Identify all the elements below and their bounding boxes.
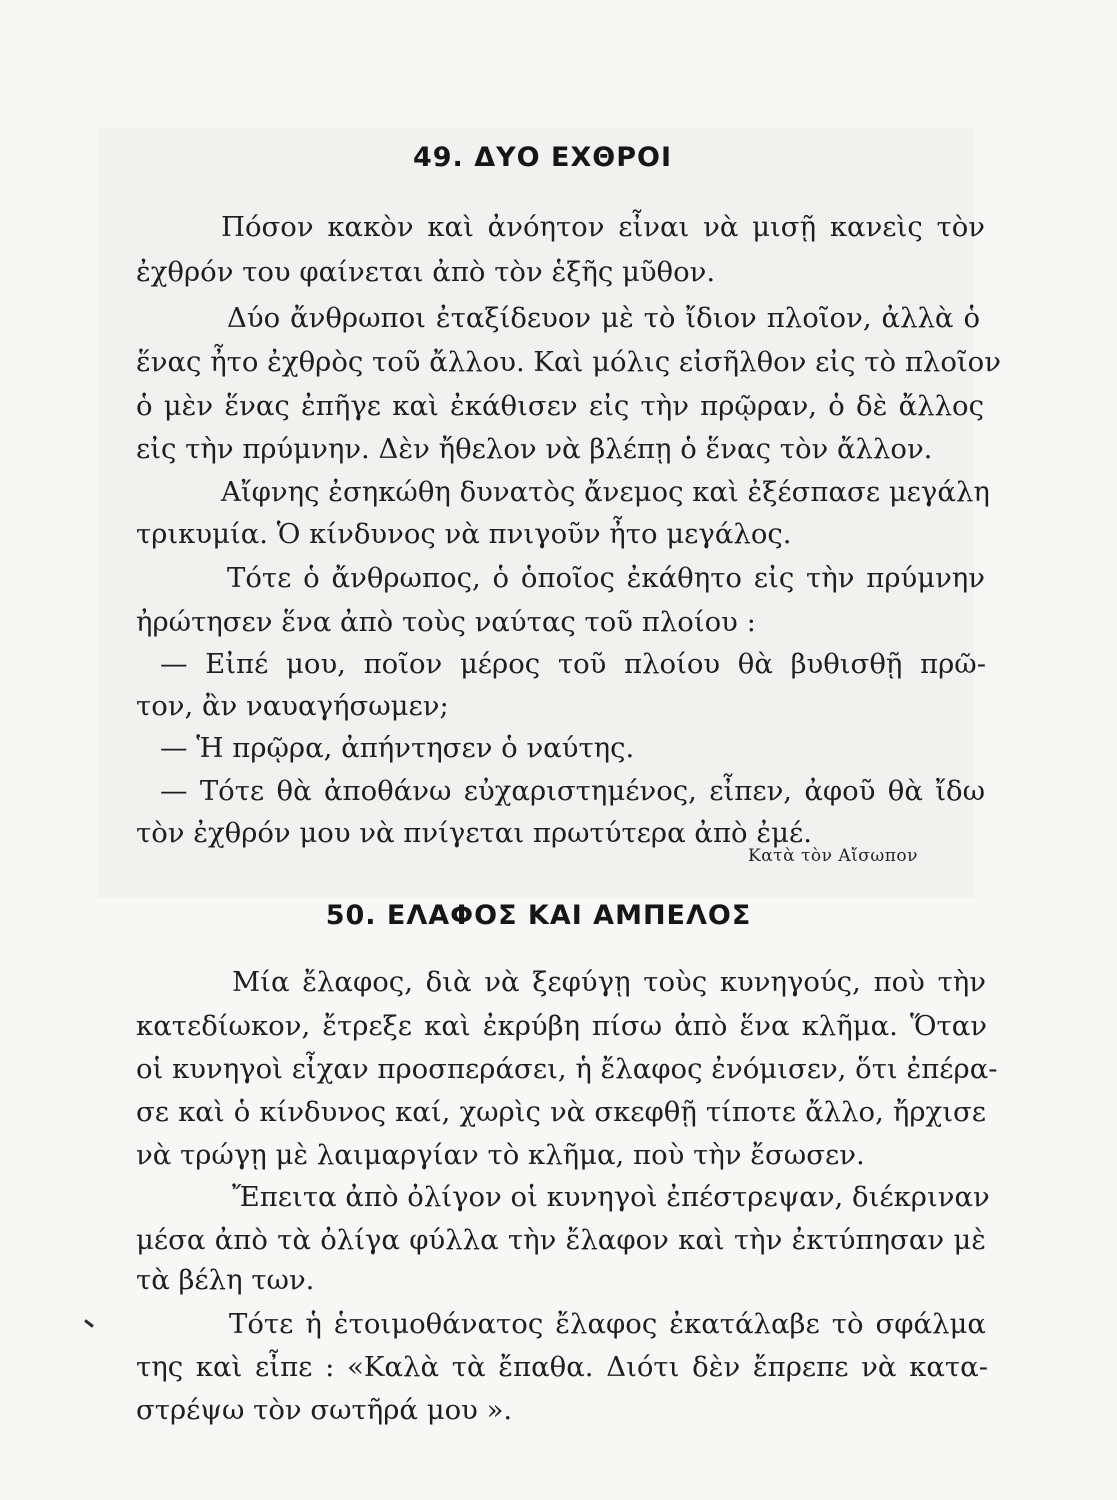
story1-line: ἠρώτησεν ἕνα ἀπὸ τοὺς ναύτας τοῦ πλοίου : bbox=[136, 606, 756, 638]
story1-line: — Ἡ πρῷρα, ἀπήντησεν ὁ ναύτης. bbox=[160, 732, 635, 764]
story2-line: σε καὶ ὁ κίνδυνος καί, χωρὶς νὰ σκεφθῇ τίποτε ἄλλο, ἤρχισε bbox=[136, 1096, 986, 1128]
story2-line: της καὶ εἶπε : «Καλὰ τὰ ἔπαθα. Διότι δὲν ἔπρεπε νὰ κατα- bbox=[136, 1351, 988, 1383]
story1-line: ὁ μὲν ἕνας ἐπῆγε καὶ ἐκάθισεν εἰς τὴν πρῷραν, ὁ δὲ ἄλλος bbox=[136, 390, 984, 422]
story2-line: μέσα ἀπὸ τὰ ὀλίγα φύλλα τὴν ἔλαφον καὶ τὴν ἐκτύπησαν μὲ bbox=[136, 1224, 986, 1256]
story2-line: Μία ἔλαφος, διὰ νὰ ξεφύγῃ τοὺς κυνηγούς, ποὺ τὴν bbox=[232, 966, 986, 998]
margin-pencil-mark bbox=[84, 1319, 94, 1328]
story1-line: εἰς τὴν πρύμνην. Δὲν ἤθελον νὰ βλέπῃ ὁ ἕνας τὸν ἄλλον. bbox=[136, 433, 933, 465]
story1-line: τρικυμία. Ὁ κίνδυνος νὰ πνιγοῦν ἦτο μεγάλος. bbox=[136, 518, 792, 550]
story2-line: κατεδίωκον, ἔτρεξε καὶ ἐκρύβη πίσω ἀπὸ ἕνα κλῆμα. Ὅταν bbox=[136, 1010, 987, 1042]
story1-line: — Εἰπέ μου, ποῖον μέρος τοῦ πλοίου θὰ βυθισθῇ πρῶ- bbox=[160, 648, 986, 680]
story1-line: ἕνας ἦτο ἐχθρὸς τοῦ ἄλλου. Καὶ μόλις εἰσῆλθον εἰς τὸ πλοῖον bbox=[136, 346, 1001, 378]
story2-line: οἱ κυνηγοὶ εἶχαν προσπεράσει, ἡ ἔλαφος ἐνόμισεν, ὅτι ἐπέρα- bbox=[136, 1053, 998, 1085]
story2-line: Ἔπειτα ἀπὸ ὀλίγον οἱ κυνηγοὶ ἐπέστρεψαν, διέκριναν bbox=[232, 1181, 990, 1213]
story1-line: Τότε ὁ ἄνθρωπος, ὁ ὁποῖος ἐκάθητο εἰς τὴν πρύμνην bbox=[227, 562, 985, 594]
story1-line: ἐχθρόν του φαίνεται ἀπὸ τὸν ἑξῆς μῦθον. bbox=[136, 256, 716, 288]
story-title-elafos-kai-ampelos: 50. ΕΛΑΦΟΣ ΚΑΙ ΑΜΠΕΛΟΣ bbox=[325, 900, 752, 931]
story1-line: τον, ἂν ναυαγήσωμεν; bbox=[136, 690, 449, 722]
story-title-dyo-echthroi: 49. ΔΥΟ ΕΧΘΡΟΙ bbox=[412, 142, 673, 173]
story2-line: τὰ βέλη των. bbox=[136, 1264, 315, 1296]
story1-line: Δύο ἄνθρωποι ἐταξίδευον μὲ τὸ ἴδιον πλοῖον, ἀλλὰ ὁ bbox=[227, 302, 980, 334]
story1-attribution: Κατὰ τὸν Αἴσωπον bbox=[748, 846, 918, 866]
story1-line: Πόσον κακὸν καὶ ἀνόητον εἶναι νὰ μισῇ κανεὶς τὸν bbox=[221, 211, 985, 243]
story1-line: τὸν ἐχθρόν μου νὰ πνίγεται πρωτύτερα ἀπὸ ἐμέ. bbox=[136, 817, 812, 849]
story2-line: νὰ τρώγῃ μὲ λαιμαργίαν τὸ κλῆμα, ποὺ τὴν ἔσωσεν. bbox=[136, 1139, 865, 1171]
story2-line: στρέψω τὸν σωτῆρά μου ». bbox=[136, 1394, 513, 1426]
story1-line: — Τότε θὰ ἀποθάνω εὐχαριστημένος, εἶπεν, ἀφοῦ θὰ ἴδω bbox=[160, 775, 985, 807]
story2-line: Τότε ἡ ἑτοιμοθάνατος ἔλαφος ἐκατάλαβε τὸ σφάλμα bbox=[229, 1308, 986, 1340]
story1-line: Αἴφνης ἐσηκώθη δυνατὸς ἄνεμος καὶ ἐξέσπασε μεγάλη bbox=[221, 476, 990, 508]
